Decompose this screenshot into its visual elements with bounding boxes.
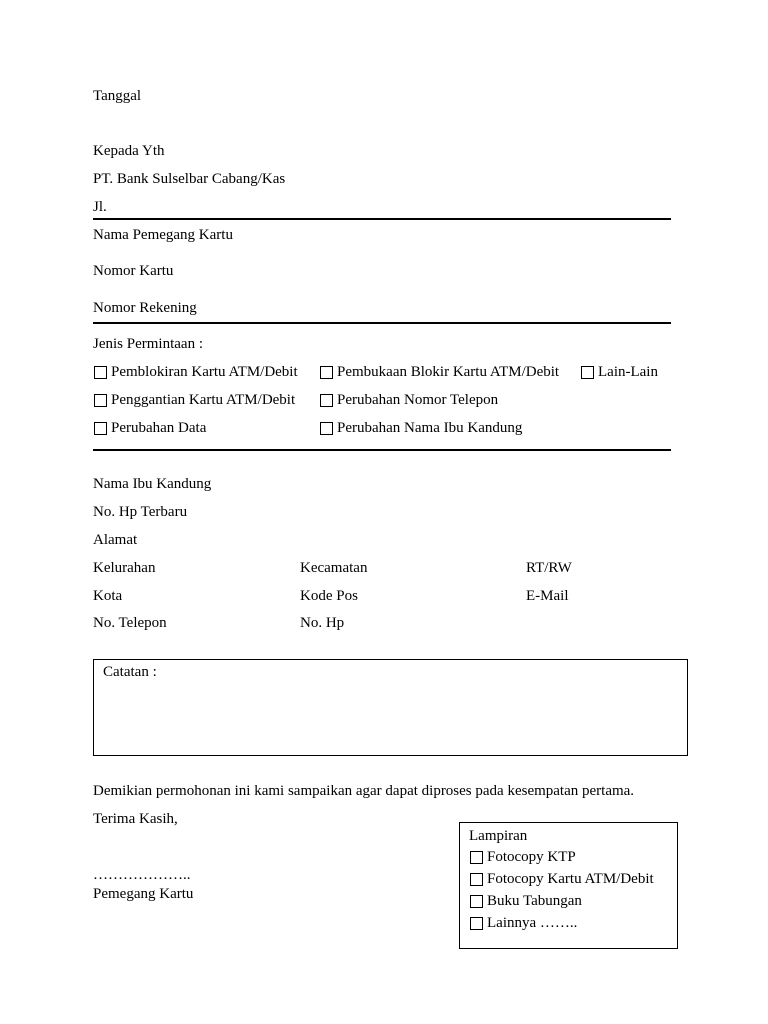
- signature-line: ………………..: [93, 867, 191, 883]
- closing-statement: Demikian permohonan ini kami sampaikan agar dapat diproses pada kesempatan pertama.: [93, 783, 635, 799]
- recipient-label: Kepada Yth: [93, 143, 165, 159]
- kelurahan-label: Kelurahan: [93, 560, 156, 576]
- email-label: E-Mail: [526, 588, 569, 604]
- option-other-label: Lain-Lain: [598, 364, 658, 380]
- option-change-phone-label: Perubahan Nomor Telepon: [337, 392, 499, 408]
- checkbox-other[interactable]: [581, 366, 594, 379]
- thanks-text: Terima Kasih,: [93, 811, 178, 827]
- bank-branch-label: PT. Bank Sulselbar Cabang/Kas: [93, 171, 286, 187]
- section-divider: [93, 218, 671, 220]
- notes-label: Catatan :: [103, 664, 157, 680]
- option-block-card-label: Pemblokiran Kartu ATM/Debit: [111, 364, 298, 380]
- date-label: Tanggal: [93, 88, 142, 104]
- checkbox-attach-ktp[interactable]: [470, 851, 483, 864]
- card-number-label: Nomor Kartu: [93, 263, 174, 279]
- checkbox-change-phone[interactable]: [320, 394, 333, 407]
- address-label: Alamat: [93, 532, 138, 548]
- option-change-data-label: Perubahan Data: [111, 420, 207, 436]
- checkbox-replace-card[interactable]: [94, 394, 107, 407]
- request-type-title: Jenis Permintaan :: [93, 336, 203, 352]
- postal-code-label: Kode Pos: [300, 588, 358, 604]
- option-unblock-card-label: Pembukaan Blokir Kartu ATM/Debit: [337, 364, 560, 380]
- attach-other-label: Lainnya ……..: [487, 915, 578, 931]
- attachments-title: Lampiran: [469, 828, 528, 844]
- mother-name-label: Nama Ibu Kandung: [93, 476, 212, 492]
- checkbox-unblock-card[interactable]: [320, 366, 333, 379]
- checkbox-attach-passbook[interactable]: [470, 895, 483, 908]
- attach-card-copy-label: Fotocopy Kartu ATM/Debit: [487, 871, 654, 887]
- new-phone-label: No. Hp Terbaru: [93, 504, 188, 520]
- notes-box[interactable]: [93, 659, 688, 756]
- option-replace-card-label: Penggantian Kartu ATM/Debit: [111, 392, 296, 408]
- attach-ktp-label: Fotocopy KTP: [487, 849, 576, 865]
- checkbox-attach-card-copy[interactable]: [470, 873, 483, 886]
- checkbox-change-mother-name[interactable]: [320, 422, 333, 435]
- section-divider: [93, 322, 671, 324]
- telephone-label: No. Telepon: [93, 615, 167, 631]
- rt-rw-label: RT/RW: [526, 560, 572, 576]
- kecamatan-label: Kecamatan: [300, 560, 368, 576]
- option-change-mother-name-label: Perubahan Nama Ibu Kandung: [337, 420, 523, 436]
- checkbox-attach-other[interactable]: [470, 917, 483, 930]
- street-label: Jl.: [93, 199, 107, 215]
- mobile-label: No. Hp: [300, 615, 345, 631]
- section-divider: [93, 449, 671, 451]
- signer-label: Pemegang Kartu: [93, 886, 194, 902]
- card-holder-name-label: Nama Pemegang Kartu: [93, 227, 233, 243]
- account-number-label: Nomor Rekening: [93, 300, 197, 316]
- attach-passbook-label: Buku Tabungan: [487, 893, 582, 909]
- checkbox-change-data[interactable]: [94, 422, 107, 435]
- city-label: Kota: [93, 588, 123, 604]
- checkbox-block-card[interactable]: [94, 366, 107, 379]
